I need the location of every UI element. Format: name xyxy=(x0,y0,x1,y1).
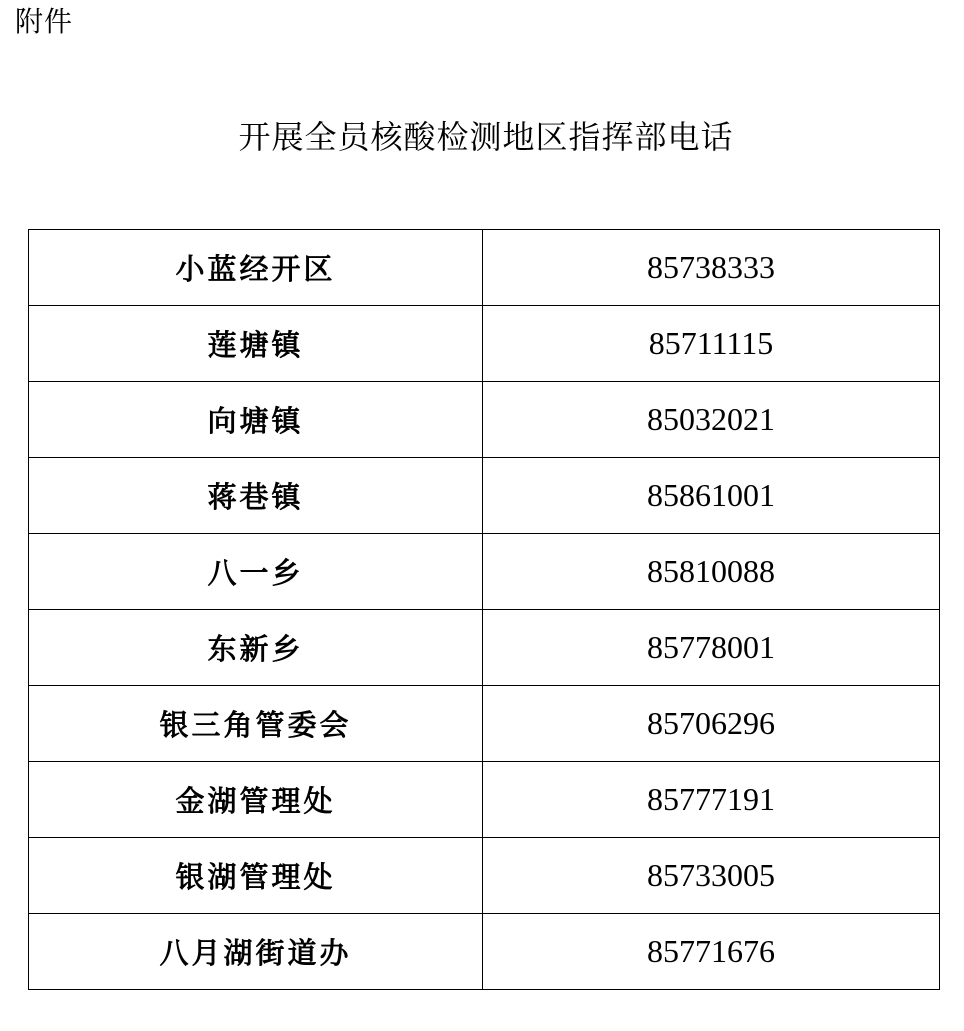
phone-number-cell: 85778001 xyxy=(483,610,940,686)
phone-number-cell: 85777191 xyxy=(483,762,940,838)
table-row xyxy=(29,914,940,990)
phone-number-cell: 85738333 xyxy=(483,230,940,306)
table-row xyxy=(29,230,940,306)
area-name-cell: 八月湖街道办 xyxy=(29,914,483,990)
phone-number-cell: 85706296 xyxy=(483,686,940,762)
attachment-label: 附件 xyxy=(15,5,74,38)
area-name-cell: 银三角管委会 xyxy=(29,686,483,762)
phone-number-cell: 85861001 xyxy=(483,458,940,534)
table-row xyxy=(29,838,940,914)
table-row xyxy=(29,458,940,534)
phone-number-cell: 85032021 xyxy=(483,382,940,458)
phone-table xyxy=(28,229,940,990)
table-row xyxy=(29,762,940,838)
phone-number-cell: 85711115 xyxy=(483,306,940,382)
table-row xyxy=(29,534,940,610)
area-name-cell: 八一乡 xyxy=(29,534,483,610)
area-name-cell: 银湖管理处 xyxy=(29,838,483,914)
phone-number-cell: 85810088 xyxy=(483,534,940,610)
phone-number-cell: 85733005 xyxy=(483,838,940,914)
area-name-cell: 金湖管理处 xyxy=(29,762,483,838)
table-row xyxy=(29,686,940,762)
table-row xyxy=(29,382,940,458)
area-name-cell: 小蓝经开区 xyxy=(29,230,483,306)
area-name-cell: 莲塘镇 xyxy=(29,306,483,382)
page-title: 开展全员核酸检测地区指挥部电话 xyxy=(238,118,734,156)
table-row xyxy=(29,610,940,686)
area-name-cell: 向塘镇 xyxy=(29,382,483,458)
area-name-cell: 东新乡 xyxy=(29,610,483,686)
table-row xyxy=(29,306,940,382)
phone-number-cell: 85771676 xyxy=(483,914,940,990)
area-name-cell: 蒋巷镇 xyxy=(29,458,483,534)
